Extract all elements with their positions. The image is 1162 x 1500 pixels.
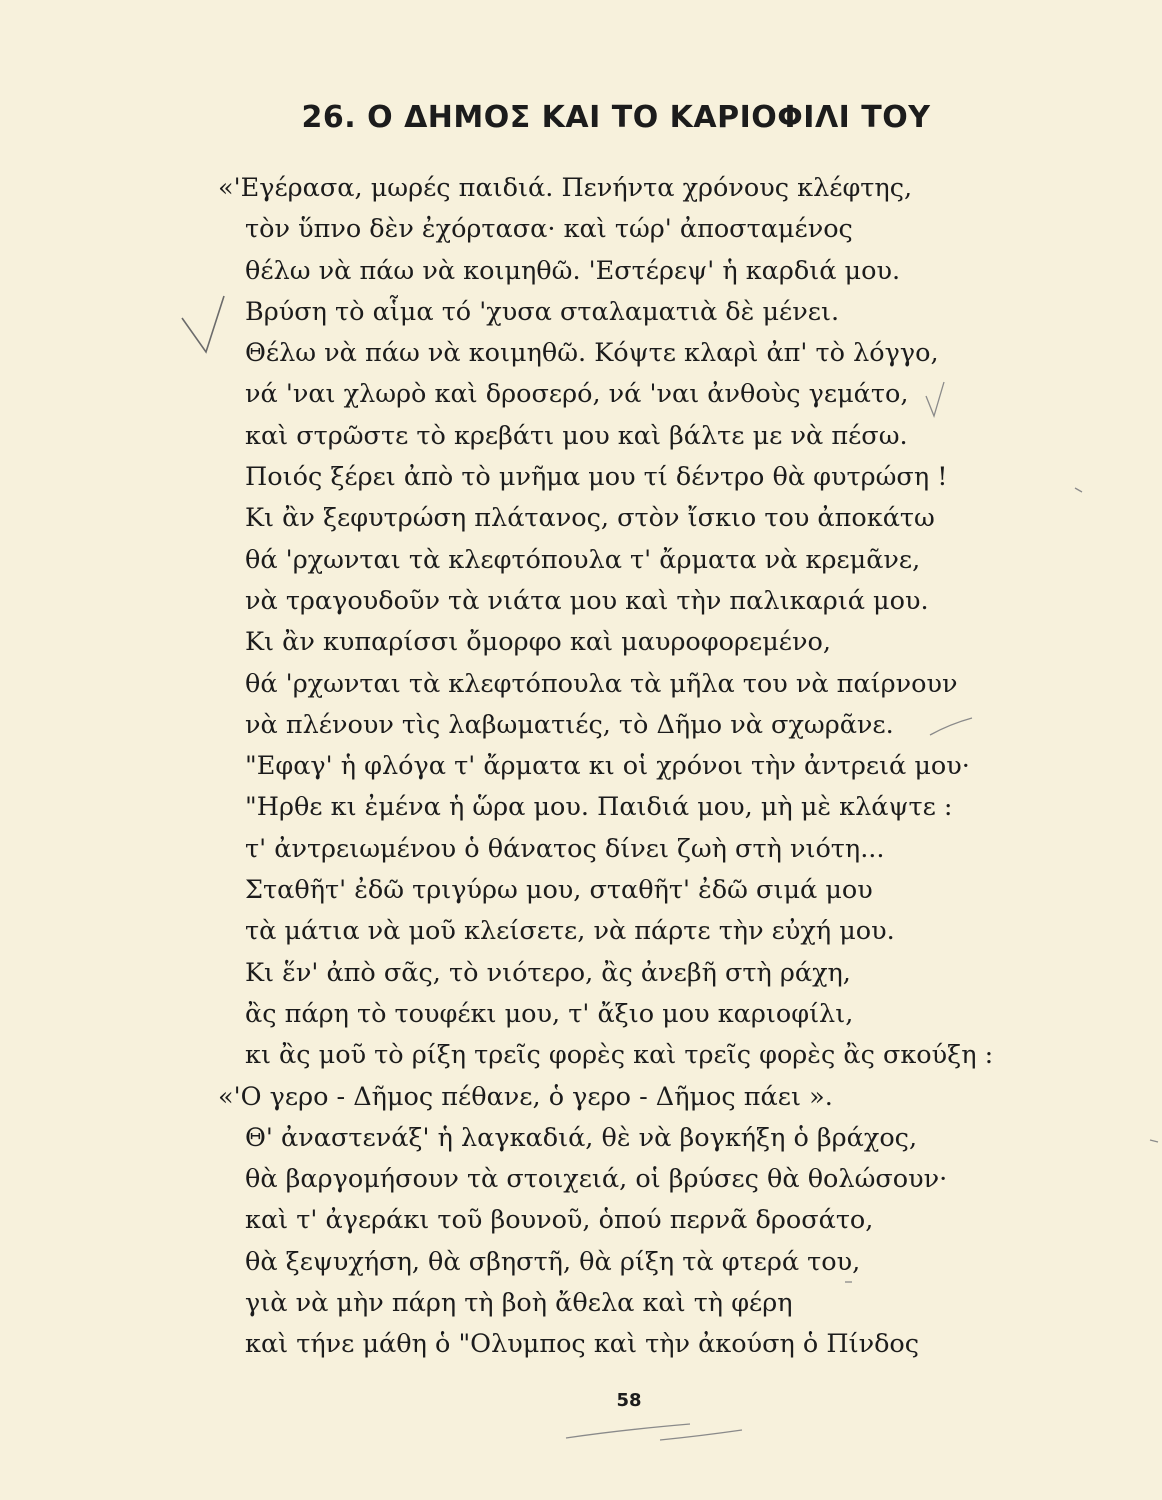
poem-line: Κι ἂν ξεφυτρώση πλάτανος, στὸν ἴσκιο του ἀποκάτω	[245, 503, 935, 534]
poem-line: Θ' ἀναστενάξ' ἡ λαγκαδιά, θὲ νὰ βογκήξη ὁ βράχος,	[245, 1122, 918, 1153]
page-title: 26. Ο ΔΗΜΟΣ ΚΑΙ ΤΟ ΚΑΡΙΟΦΙΛΙ ΤΟΥ	[301, 100, 931, 135]
poem-line: θὰ ξεψυχήση, θὰ σβηστῆ, θὰ ρίξη τὰ φτερά του,	[245, 1246, 861, 1277]
poem-line: Κι ἕν' ἀπὸ σᾶς, τὸ νιότερο, ἂς ἀνεβῆ στὴ ράχη,	[245, 957, 851, 988]
poem-line: θέλω νὰ πάω νὰ κοιμηθῶ. 'Εστέρεψ' ἡ καρδιά μου.	[245, 255, 901, 286]
poem-line: νὰ τραγουδοῦν τὰ νιάτα μου καὶ τὴν παλικαριά μου.	[245, 585, 929, 616]
poem-line: νά 'ναι χλωρὸ καὶ δροσερό, νά 'ναι ἀνθοὺς γεμάτο,	[245, 379, 909, 410]
page-number: 58	[616, 1390, 642, 1411]
margin-check-mark	[926, 382, 944, 416]
poem-line: τ' ἀντρειωμένου ὁ θάνατος δίνει ζωὴ στὴ νιότη...	[245, 833, 885, 864]
poem-line: Βρύση τὸ αἷμα τό 'χυσα σταλαματιὰ δὲ μένει.	[245, 296, 840, 327]
margin-dash	[930, 718, 972, 735]
page-number-underline	[566, 1424, 690, 1438]
poem-line: Σταθῆτ' ἐδῶ τριγύρω μου, σταθῆτ' ἐδῶ σιμά μου	[245, 875, 873, 906]
poem-line: θά 'ρχωνται τὰ κλεφτόπουλα τὰ μῆλα του νὰ παίρνουν	[245, 668, 958, 699]
poem-line: καὶ τ' ἀγεράκι τοῦ βουνοῦ, ὁπού περνᾶ δροσάτο,	[245, 1205, 874, 1236]
poem-line: καὶ στρῶστε τὸ κρεβάτι μου καὶ βάλτε με νὰ πέσω.	[245, 420, 908, 451]
poem-line: νὰ πλένουν τὶς λαβωματιές, τὸ Δῆμο νὰ σχωρᾶνε.	[245, 709, 894, 740]
poem-line: "Ηρθε κι ἐμένα ἡ ὥρα μου. Παιδιά μου, μὴ μὲ κλάψτε :	[245, 792, 953, 823]
margin-dash	[1075, 488, 1082, 492]
poem-line: Ποιός ξέρει ἀπὸ τὸ μνῆμα μου τί δέντρο θὰ φυτρώση !	[245, 462, 948, 493]
poem-line: θὰ βαργομήσουν τὰ στοιχειά, οἱ βρύσες θὰ θολώσουν·	[245, 1164, 948, 1195]
poem-line: «'Ο γερο - Δῆμος πέθανε, ὁ γερο - Δῆμος πάει ».	[218, 1081, 833, 1112]
margin-dash	[1150, 1140, 1158, 1142]
poem-line: καὶ τήνε μάθη ὁ "Ολυμπος καὶ τὴν ἀκούση ὁ Πίνδος	[245, 1329, 920, 1360]
poem-line: κι ἂς μοῦ τὸ ρίξη τρεῖς φορὲς καὶ τρεῖς φορὲς ἂς σκούξη :	[245, 1040, 994, 1071]
poem-line: γιὰ νὰ μὴν πάρη τὴ βοὴ ἄθελα καὶ τὴ φέρη	[245, 1288, 793, 1319]
poem-line: τὸν ὕπνο δὲν ἐχόρτασα· καὶ τώρ' ἀποσταμένος	[245, 214, 853, 245]
poem-line: Κι ἂν κυπαρίσσι ὄμορφο καὶ μαυροφορεμένο,	[245, 627, 831, 658]
page-number-underline	[660, 1430, 742, 1440]
poem-line: ἂς πάρη τὸ τουφέκι μου, τ' ἄξιο μου καριοφίλι,	[245, 998, 854, 1029]
poem-line: τὰ μάτια νὰ μοῦ κλείσετε, νὰ πάρτε τὴν εὐχή μου.	[245, 916, 895, 947]
poem-line: "Εφαγ' ἡ φλόγα τ' ἄρματα κι οἱ χρόνοι τὴν ἀντρειά μου·	[245, 751, 970, 782]
poem-line: θά 'ρχωνται τὰ κλεφτόπουλα τ' ἄρματα νὰ κρεμᾶνε,	[245, 544, 921, 575]
margin-check-mark	[182, 296, 224, 352]
poem-line: «'Εγέρασα, μωρές παιδιά. Πενήντα χρόνους κλέφτης,	[218, 173, 913, 203]
poem-line: Θέλω νὰ πάω νὰ κοιμηθῶ. Κόψτε κλαρὶ ἀπ' τὸ λόγγο,	[245, 338, 939, 369]
